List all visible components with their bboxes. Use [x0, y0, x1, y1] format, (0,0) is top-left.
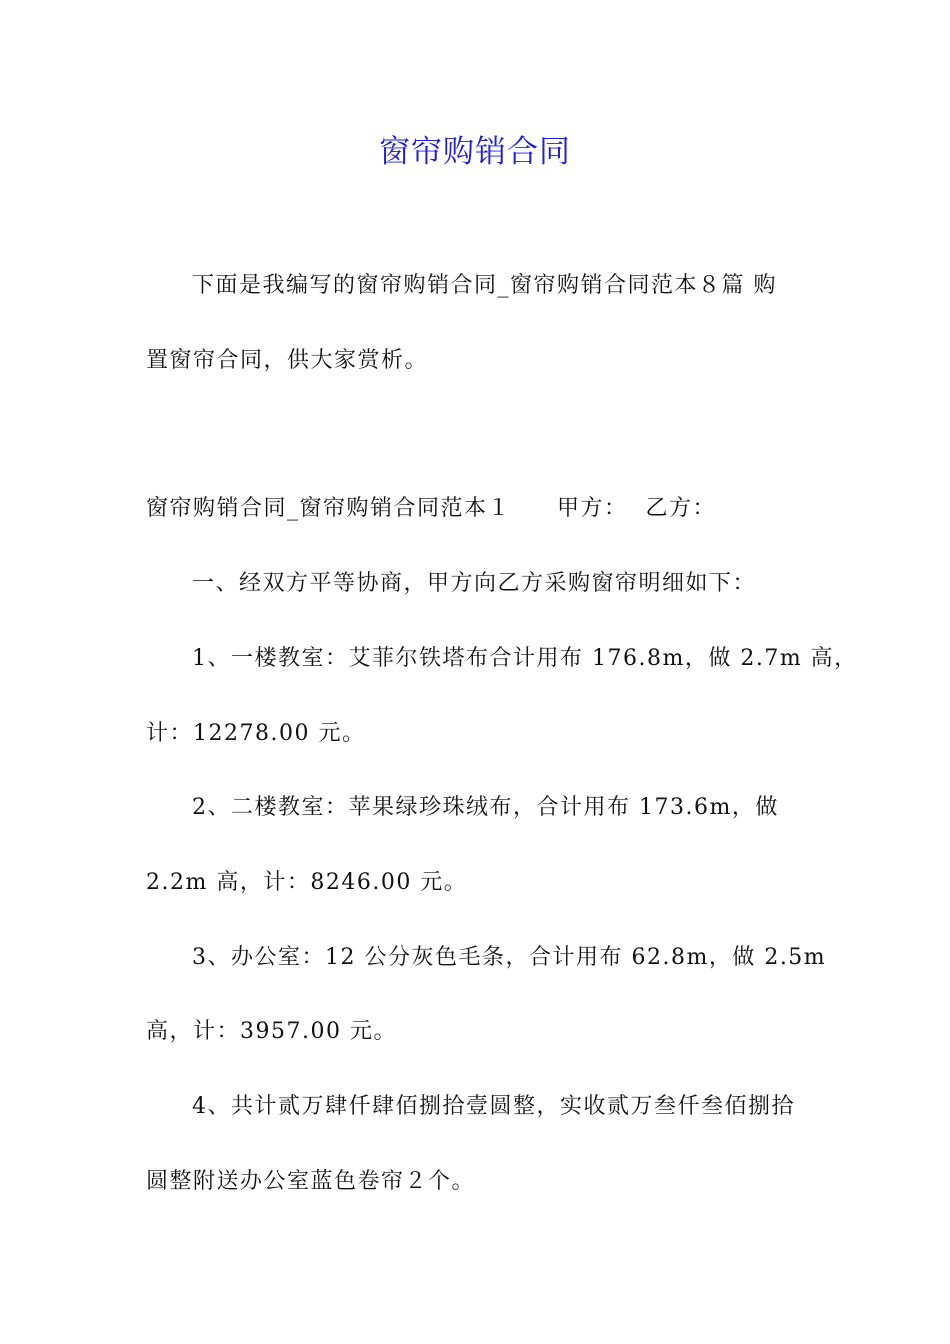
party-a-label: 甲方：	[557, 496, 628, 521]
item-4-line-1: 4、共计贰万肆仟肆佰捌拾壹圆整，实收贰万叁仟叁佰捌拾	[192, 1094, 795, 1119]
item-4-line-2: 圆整附送办公室蓝色卷帘２个。	[146, 1169, 476, 1194]
contract-heading	[146, 489, 716, 529]
clause-intro: 一、经双方平等协商，甲方向乙方采购窗帘明细如下：	[192, 571, 757, 596]
party-b-label: 乙方：	[645, 496, 717, 521]
item-2-line-1: 2、二楼教室：苹果绿珍珠绒布，合计用布 173.6m，做	[192, 795, 779, 820]
item-2-line-2: 2.2m 高，计：8246.00 元。	[146, 870, 468, 895]
intro-line-2: 置窗帘合同，供大家赏析。	[146, 348, 429, 373]
intro-line-1: 下面是我编写的窗帘购销合同_窗帘购销合同范本８篇 购	[192, 273, 777, 298]
item-1-line-1: 1、一楼教室：艾菲尔铁塔布合计用布 176.8m，做 2.7m 高，	[192, 646, 858, 671]
item-3-line-1: 3、办公室：12 公分灰色毛条，合计用布 62.8m，做 2.5m	[192, 945, 827, 970]
contract-heading-label: 窗帘购销合同_窗帘购销合同范本１	[146, 496, 512, 521]
document-title: 窗帘购销合同	[379, 134, 571, 170]
item-3-line-2: 高，计：3957.00 元。	[146, 1019, 397, 1044]
item-1-line-2: 计：12278.00 元。	[146, 721, 366, 746]
